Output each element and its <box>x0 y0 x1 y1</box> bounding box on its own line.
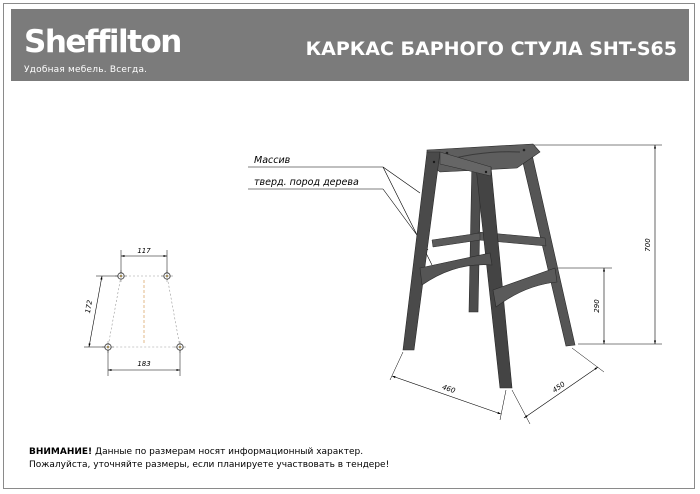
dimension-bottom-width <box>108 350 180 376</box>
disclaimer-notes <box>29 446 389 472</box>
dimension-height-total <box>534 145 662 344</box>
brand-tagline: Удобная мебель. Всегда. <box>24 65 148 75</box>
material-callout <box>248 155 432 265</box>
dimension-label-footrest-height: 290 <box>593 299 601 313</box>
page-title: КАРКАС БАРНОГО СТУЛА SHT-S65 <box>305 38 677 60</box>
dimension-label-bottom-width: 183 <box>137 360 151 368</box>
dimension-top-width <box>121 247 167 273</box>
disclaimer-line1 <box>29 446 389 459</box>
dimension-depth-chair <box>512 348 604 424</box>
leg-back-right <box>520 150 575 346</box>
dimension-label-depth: 172 <box>83 299 95 314</box>
footrest-side <box>493 268 557 307</box>
footrest-front <box>420 253 492 285</box>
disclaimer-text1: Данные по размерам носят информационный характер. <box>92 447 364 457</box>
dimension-depth <box>84 276 118 347</box>
dimension-label-top-width: 117 <box>137 247 151 255</box>
leg-front-left <box>403 152 440 350</box>
top-view-diagram <box>84 247 186 376</box>
dimension-label-width: 460 <box>441 383 457 396</box>
dimension-label-depth-chair: 450 <box>551 380 567 395</box>
disclaimer-line2: Пожалуйста, уточняйте размеры, если планируете участвовать в тендере! <box>29 460 390 470</box>
brand-logo: Sheffilton <box>24 24 181 60</box>
material-label-line1: Массив <box>254 155 291 166</box>
material-label-line2: тверд. пород дерева <box>254 177 359 188</box>
dimension-width <box>390 352 506 420</box>
bar-stool-frame <box>403 144 575 388</box>
warning-label: ВНИМАНИЕ! <box>29 447 93 457</box>
leg-front-right <box>476 167 512 388</box>
dimension-label-height-total: 700 <box>644 238 652 252</box>
